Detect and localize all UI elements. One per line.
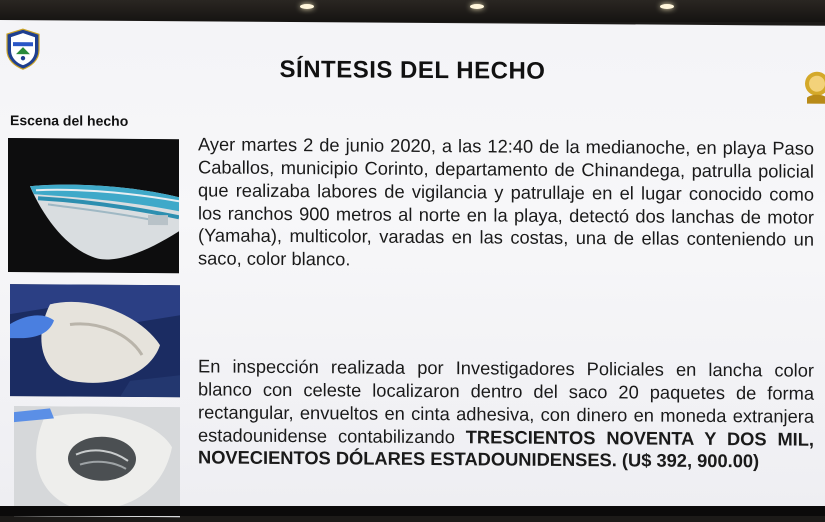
inspection-paragraph bbox=[198, 356, 814, 474]
screen-bezel bbox=[0, 506, 825, 516]
amount-text: TRESCIENTOS NOVENTA Y DOS MIL, NOVECIENTOS DÓLARES ESTADOUNIDENSES. (U$ 392, 900.00) bbox=[198, 425, 815, 472]
sack-inspection-photo bbox=[10, 284, 180, 397]
inspection-text: En inspección realizada por Investigadores Policiales en lancha color blanco con celeste localizaron dentro del saco 20 paquetes de forma rectangular, envueltos en cinta adhesiva, con dinero en moneda extranjera estadounidense contabilizando bbox=[198, 355, 814, 447]
gold-emblem-logo bbox=[801, 64, 825, 108]
ceiling-light bbox=[660, 4, 674, 9]
presentation-slide bbox=[0, 20, 825, 516]
boat-photo bbox=[8, 138, 179, 273]
incident-paragraph: Ayer martes 2 de junio 2020, a las 12:40 de la medianoche, en playa Paso Caballos, municipio Corinto, departamento de Chinandega, patrulla policial que realizaba labores de vigilancia y patrullaje en el lugar conocido como los ranchos 900 metros al norte en la playa, detectó dos lanchas de motor (Yamaha), multicolor, varadas en las costas, una de ellas conteniendo un saco, color blanco. bbox=[198, 133, 814, 270]
ceiling-light bbox=[470, 4, 484, 9]
opened-sack-photo bbox=[14, 406, 180, 517]
slide-title: SÍNTESIS DEL HECHO bbox=[279, 55, 546, 85]
ceiling-light bbox=[300, 4, 314, 9]
scene-label: Escena del hecho bbox=[10, 112, 129, 129]
ceiling-background bbox=[0, 0, 825, 22]
